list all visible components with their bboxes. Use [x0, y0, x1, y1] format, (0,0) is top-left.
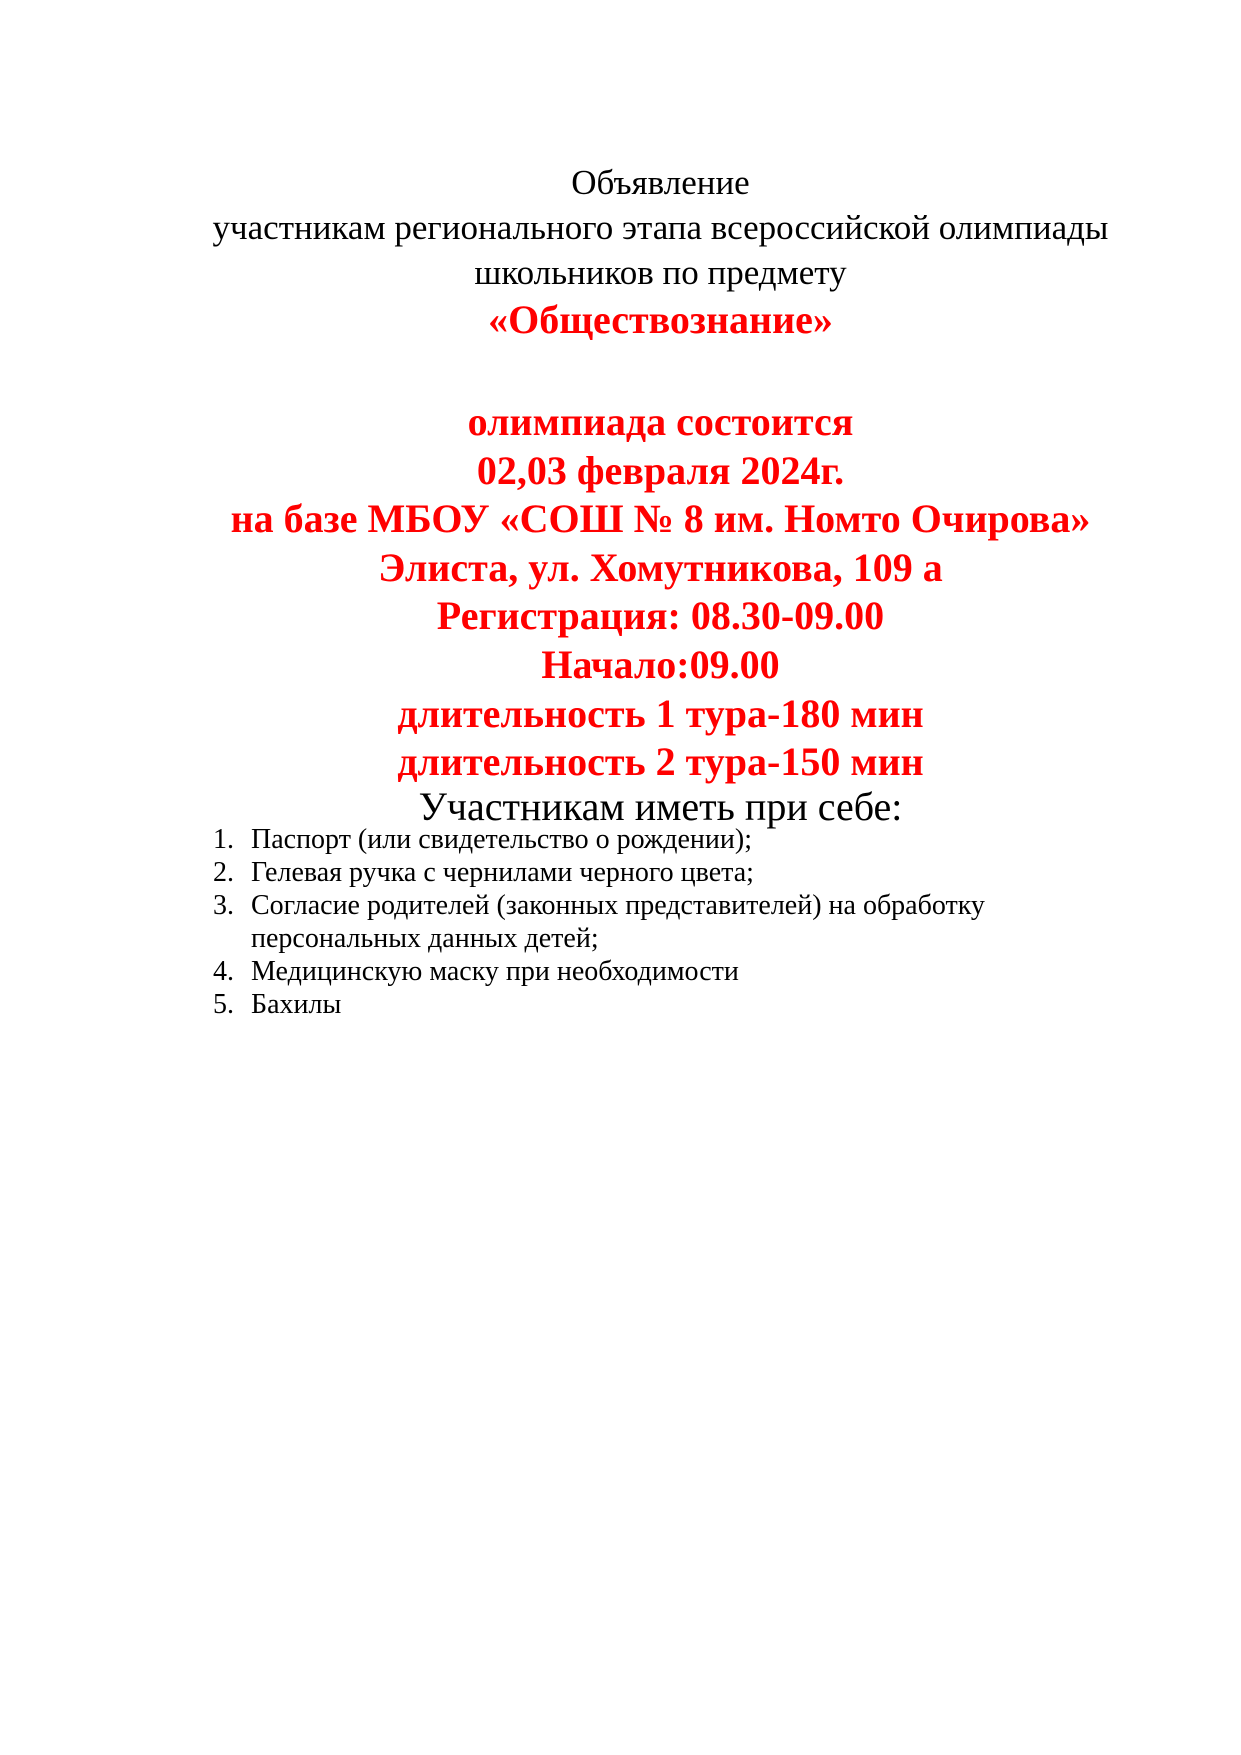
list-item-text: Согласие родителей (законных представителей) на обработку персональных данных детей;: [251, 890, 985, 954]
list-item: [213, 889, 1113, 955]
details-line-3: на базе МБОУ «СОШ № 8 им. Номто Очирова»: [230, 496, 1091, 542]
details-line-2: 02,03 февраля 2024г.: [476, 447, 845, 493]
list-item-text: Медицинскую маску при необходимости: [251, 956, 739, 987]
list-item: [213, 823, 1113, 856]
details-line-6: Начало:09.00: [541, 641, 780, 687]
list-item: [213, 856, 1113, 889]
details-line-1: олимпиада состоится: [467, 399, 854, 444]
list-item-number: 4.: [213, 956, 234, 987]
details-line-5: Регистрация: 08.30-09.00: [436, 593, 885, 639]
bring-list-title: Участникам иметь при себе:: [418, 784, 903, 829]
bring-list: [213, 823, 1113, 1021]
subject-title: «Обществознание»: [488, 297, 833, 342]
list-item: [213, 955, 1113, 988]
list-item-number: 2.: [213, 857, 234, 888]
header-line-1: Объявление: [571, 163, 750, 202]
list-item-number: 3.: [213, 890, 234, 921]
details-line-4: Элиста, ул. Хомутникова, 109 а: [378, 544, 943, 590]
list-item: [213, 988, 1113, 1021]
header-line-2: участникам регионального этапа всероссийской олимпиады: [212, 208, 1109, 247]
list-item-text: Бахилы: [251, 989, 342, 1020]
list-item-number: 5.: [213, 989, 234, 1020]
list-item-text: Гелевая ручка с чернилами черного цвета;: [251, 857, 754, 888]
details-line-7: длительность 1 тура-180 мин: [397, 690, 924, 736]
list-item-text: Паспорт (или свидетельство о рождении);: [251, 824, 752, 855]
announcement-header: [0, 160, 1241, 295]
event-details: [0, 398, 1241, 787]
list-item-number: 1.: [213, 824, 234, 855]
details-line-8: длительность 2 тура-150 мин: [397, 739, 924, 785]
header-line-3: школьников по предмету: [474, 253, 847, 292]
